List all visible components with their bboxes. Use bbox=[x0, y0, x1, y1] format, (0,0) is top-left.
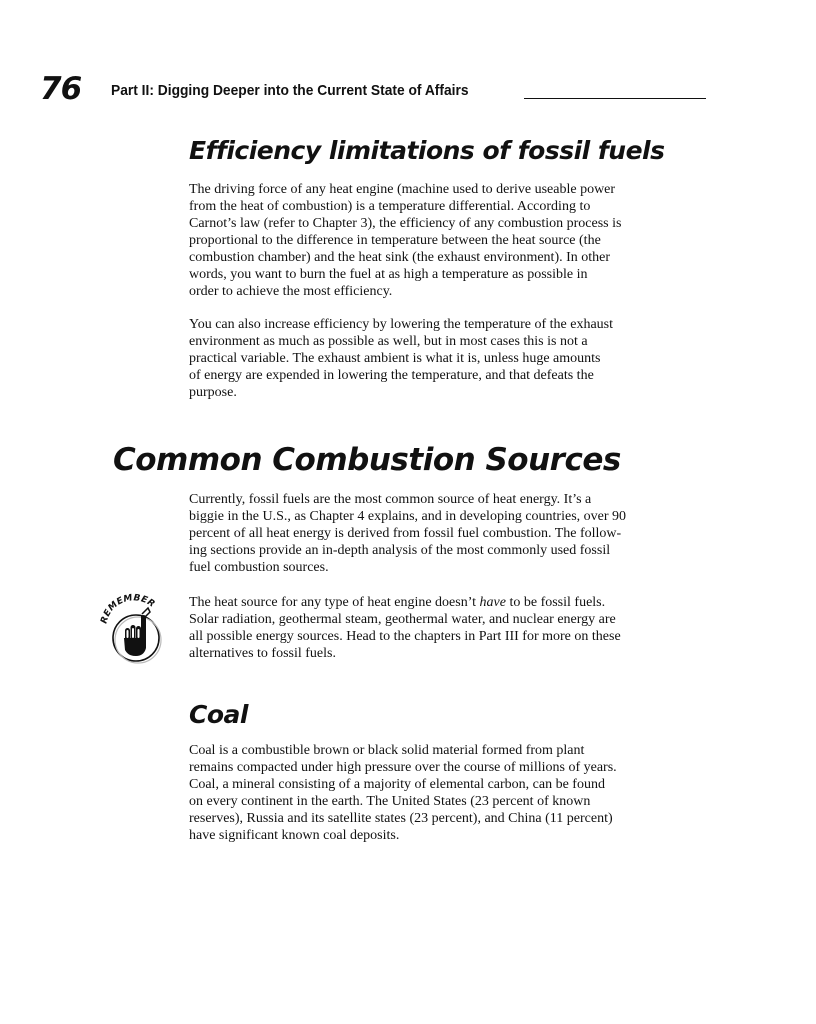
text-line: words, you want to burn the fuel at as high a temperature as possible in bbox=[189, 267, 588, 282]
text-line: on every continent in the earth. The United States (23 percent of known bbox=[189, 794, 591, 809]
text-line: practical variable. The exhaust ambient is what it is, unless huge amounts bbox=[189, 351, 601, 366]
paragraph-efficiency-2 bbox=[189, 316, 709, 401]
text-line: proportional to the difference in temperature between the heat source (the bbox=[189, 233, 601, 248]
paragraph-efficiency-1 bbox=[189, 181, 709, 300]
remember-text-start: The heat source for any type of heat engine doesn’t bbox=[189, 595, 480, 610]
text-line: remains compacted under high pressure over the course of millions of years. bbox=[189, 760, 617, 775]
text-line: from the heat of combustion) is a temperature differential. According to bbox=[189, 199, 591, 214]
page-number: 76 bbox=[40, 71, 82, 107]
text-line: of energy are expended in lowering the temperature, and that defeats the bbox=[189, 368, 594, 383]
text-line: Carnot’s law (refer to Chapter 3), the efficiency of any combustion process is bbox=[189, 216, 622, 231]
text-line: combustion chamber) and the heat sink (the exhaust environment). In other bbox=[189, 250, 611, 265]
remember-text-end: to be fossil fuels. bbox=[505, 595, 606, 610]
text-line: reserves), Russia and its satellite states (23 percent), and China (11 percent) bbox=[189, 811, 613, 826]
remember-emphasis: have bbox=[479, 595, 506, 610]
text-line: You can also increase efficiency by lowering the temperature of the exhaust bbox=[189, 317, 613, 332]
text-line: fuel combustion sources. bbox=[189, 560, 329, 575]
paragraph-coal bbox=[189, 742, 709, 844]
text-line: purpose. bbox=[189, 385, 237, 400]
text-line: Coal, a mineral consisting of a majority of elemental carbon, can be found bbox=[189, 777, 605, 792]
text-line: The driving force of any heat engine (machine used to derive useable power bbox=[189, 182, 616, 197]
remember-icon bbox=[98, 590, 170, 668]
text-line: Coal is a combustible brown or black solid material formed from plant bbox=[189, 743, 585, 758]
text-line: have significant known coal deposits. bbox=[189, 828, 400, 843]
text-line: alternatives to fossil fuels. bbox=[189, 646, 336, 661]
remember-icon-label: REMEMBER bbox=[99, 593, 157, 625]
text-line: biggie in the U.S., as Chapter 4 explains, and in developing countries, over 90 bbox=[189, 509, 627, 524]
text-line: Currently, fossil fuels are the most common source of heat energy. It’s a bbox=[189, 492, 592, 507]
paragraph-remember bbox=[189, 594, 709, 662]
text-line: Solar radiation, geothermal steam, geothermal water, and nuclear energy are bbox=[189, 612, 616, 627]
heading-efficiency-limitations: Efficiency limitations of fossil fuels bbox=[189, 136, 665, 165]
text-line: ing sections provide an in-depth analysis of the most commonly used fossil bbox=[189, 543, 611, 558]
text-line: environment as much as possible as well, but in most cases this is not a bbox=[189, 334, 588, 349]
text-line: all possible energy sources. Head to the chapters in Part III for more on these bbox=[189, 629, 621, 644]
heading-coal: Coal bbox=[189, 700, 248, 729]
running-title: Part II: Digging Deeper into the Current State of Affairs bbox=[111, 82, 469, 99]
text-line: order to achieve the most efficiency. bbox=[189, 284, 393, 299]
running-head-rule bbox=[524, 98, 706, 99]
text-line: percent of all heat energy is derived from fossil fuel combustion. The follow- bbox=[189, 526, 622, 541]
heading-common-combustion-sources: Common Combustion Sources bbox=[113, 442, 621, 478]
paragraph-common-1 bbox=[189, 491, 709, 576]
text-line bbox=[189, 594, 709, 611]
running-head bbox=[40, 72, 706, 112]
